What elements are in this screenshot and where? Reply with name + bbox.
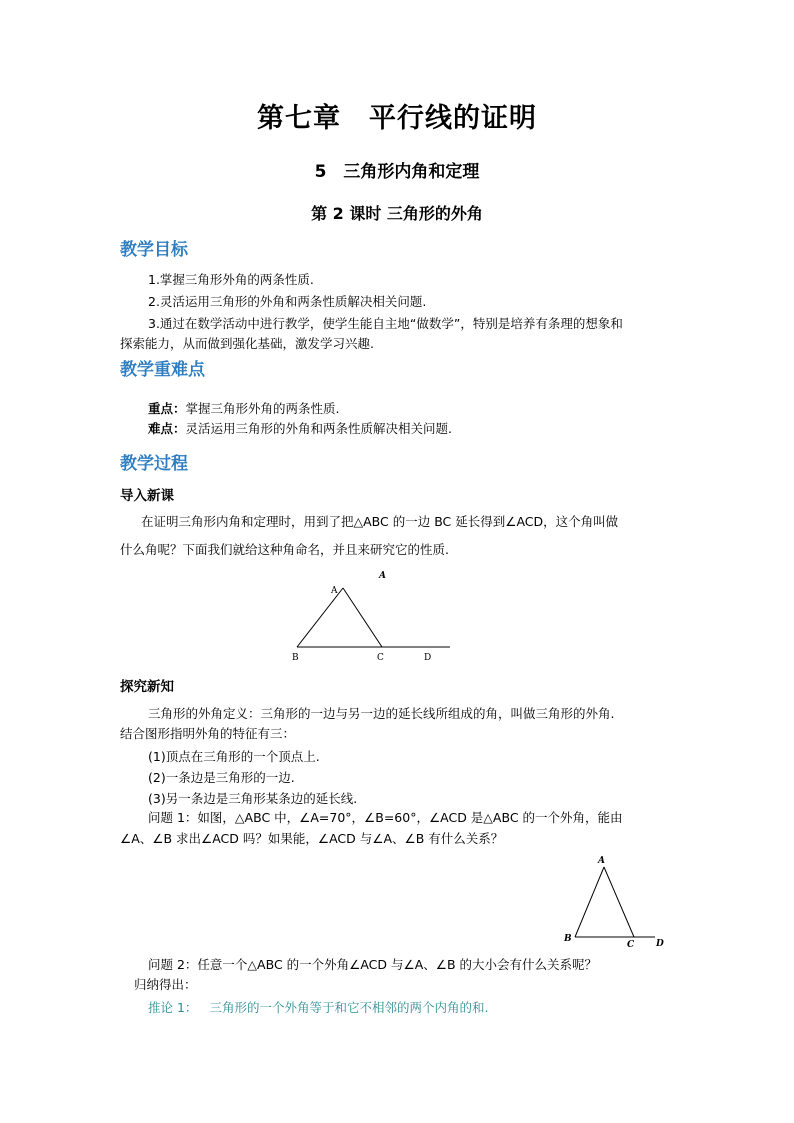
focus-text: 掌握三角形外角的两条性质. — [185, 401, 340, 416]
corollary-label: 推论 1： — [148, 1000, 198, 1015]
difficulty-text: 灵活运用三角形的外角和两条性质解决相关问题. — [185, 421, 452, 436]
difficulty-line — [148, 419, 452, 439]
objective-item: 3.通过在数学活动中进行教学，使学生能自主地“做数学”，特别是培养有条理的想象和 — [148, 316, 623, 331]
corollary-line — [148, 998, 488, 1018]
intro-line: 什么角呢？下面我们就给这种角命名，并且来研究它的性质. — [120, 542, 449, 557]
explore-heading: 探究新知 — [120, 679, 174, 695]
fig2-label-c: C — [627, 940, 635, 950]
triangle-figure-1 — [280, 565, 480, 665]
fig1-label-c: C — [377, 653, 384, 663]
chapter-title: 第七章 平行线的证明 — [257, 103, 537, 134]
fig2-label-b: B — [564, 934, 572, 944]
intro-heading: 导入新课 — [120, 488, 174, 504]
focus-label: 重点： — [148, 401, 186, 416]
feature-item: (1)顶点在三角形的一个顶点上. — [148, 749, 320, 764]
objective-item: 2.灵活运用三角形的外角和两条性质解决相关问题. — [148, 294, 427, 309]
lesson-title: 第 2 课时 三角形的外角 — [311, 204, 483, 223]
objective-item: 1.掌握三角形外角的两条性质. — [148, 272, 314, 287]
question-1-line: ∠A、∠B 求出∠ACD 吗？如果能，∠ACD 与∠A、∠B 有什么关系？ — [120, 831, 504, 846]
fig2-label-d: D — [656, 939, 664, 949]
difficulty-label: 难点： — [148, 421, 186, 436]
section-title: 5 三角形内角和定理 — [314, 162, 480, 182]
fig1-label-d: D — [424, 653, 432, 663]
objectives-heading: 教学目标 — [120, 240, 188, 260]
intro-line: 在证明三角形内角和定理时，用到了把△ABC 的一边 BC 延长得到∠ACD，这个角叫做 — [141, 514, 619, 529]
fig1-label-top: A — [379, 571, 386, 581]
fig2-label-a: A — [598, 856, 605, 866]
definition-line: 结合图形指明外角的特征有三： — [120, 726, 296, 741]
keypoints-heading: 教学重难点 — [120, 360, 205, 380]
conclusion-label: 归纳得出： — [134, 977, 197, 992]
triangle-figure-2 — [555, 850, 675, 955]
question-2-line: 问题 2：任意一个△ABC 的一个外角∠ACD 与∠A、∠B 的大小会有什么关系呢？ — [148, 957, 598, 972]
fig1-label-a: A — [331, 586, 338, 596]
fig1-label-b: B — [292, 653, 299, 663]
objective-item: 探索能力，从而做到强化基础，激发学习兴趣. — [120, 336, 374, 351]
process-heading: 教学过程 — [120, 454, 188, 474]
feature-item: (2)一条边是三角形的一边. — [148, 770, 295, 785]
feature-item: (3)另一条边是三角形某条边的延长线. — [148, 791, 358, 806]
question-1-line: 问题 1：如图，△ABC 中，∠A=70°，∠B=60°，∠ACD 是△ABC 的一个外角，能由 — [148, 810, 623, 825]
corollary-text: 三角形的一个外角等于和它不相邻的两个内角的和. — [209, 1000, 489, 1015]
definition-line: 三角形的外角定义：三角形的一边与另一边的延长线所组成的角，叫做三角形的外角. — [148, 706, 615, 721]
focus-line — [148, 399, 340, 419]
